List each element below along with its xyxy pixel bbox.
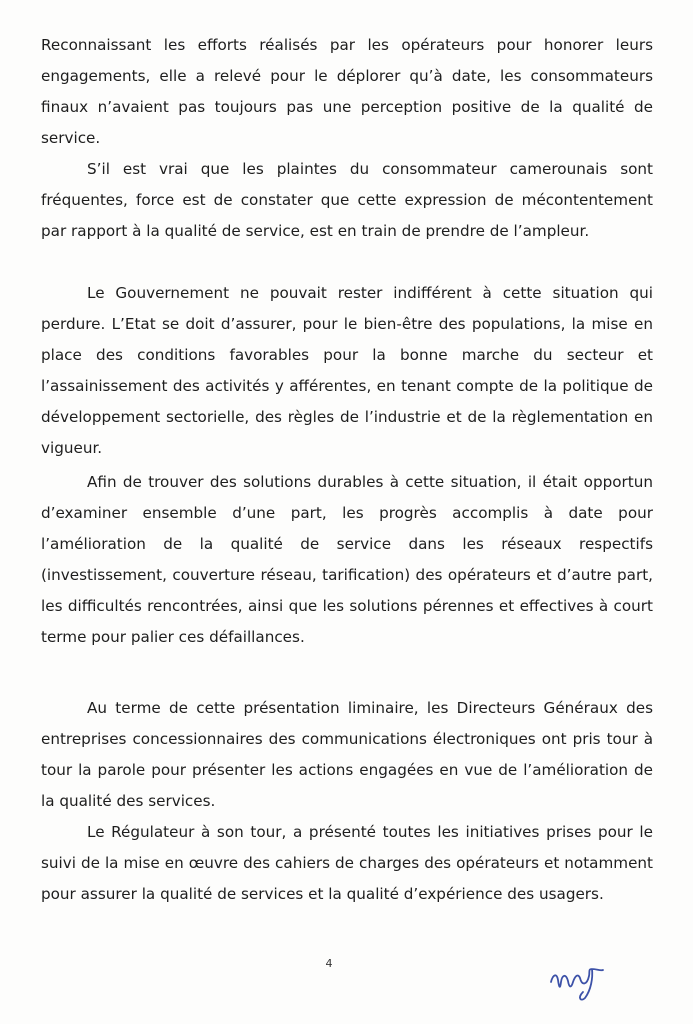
text-block-4 xyxy=(41,467,653,653)
paragraph-3: Le Gouvernement ne pouvait rester indifférent à cette situation qui perdure. L’Etat se doit d’assurer, pour le bien-être des populations, la mise en place des conditions favorables pour la bonne marche du secteur et l’assainissement des activités y afférentes, en tenant compte de la politique de développement sectorielle, des règles de l’industrie et de la règlementation en vigueur. xyxy=(41,284,653,457)
text-block-1 xyxy=(41,30,653,154)
text-block-6 xyxy=(41,817,653,910)
paragraph-2: S’il est vrai que les plaintes du consommateur camerounais sont fréquentes, force est de constater que cette expression de mécontentement par rapport à la qualité de service, est en train de prendre de l’ampleur. xyxy=(41,160,653,240)
page-number: 4 xyxy=(325,957,333,970)
text-block-5 xyxy=(41,693,653,817)
paragraph-4: Afin de trouver des solutions durables à cette situation, il était opportun d’examiner ensemble d’une part, les progrès accomplis à date pour l’amélioration de la qualité de service dans les réseaux respectifs (investissement, couverture réseau, tarification) des opérateurs et d’autre part, les difficultés rencontrées, ainsi que les solutions pérennes et effectives à court terme pour palier ces défaillances. xyxy=(41,473,653,646)
paragraph-1: Reconnaissant les efforts réalisés par les opérateurs pour honorer leurs engagements, elle a relevé pour le déplorer qu’à date, les consommateurs finaux n’avaient pas toujours pas une perception positive de la qualité de service. xyxy=(41,36,653,147)
text-block-3 xyxy=(41,278,653,464)
text-block-2 xyxy=(41,154,653,247)
paragraph-6: Le Régulateur à son tour, a présenté toutes les initiatives prises pour le suivi de la mise en œuvre des cahiers de charges des opérateurs et notamment pour assurer la qualité de services et la qualité d’expérience des usagers. xyxy=(41,823,653,903)
handwritten-initials xyxy=(547,960,607,1004)
paragraph-5: Au terme de cette présentation liminaire, les Directeurs Généraux des entreprises concessionnaires des communications électroniques ont pris tour à tour la parole pour présenter les actions engagées en vue de l’amélioration de la qualité des services. xyxy=(41,699,653,810)
